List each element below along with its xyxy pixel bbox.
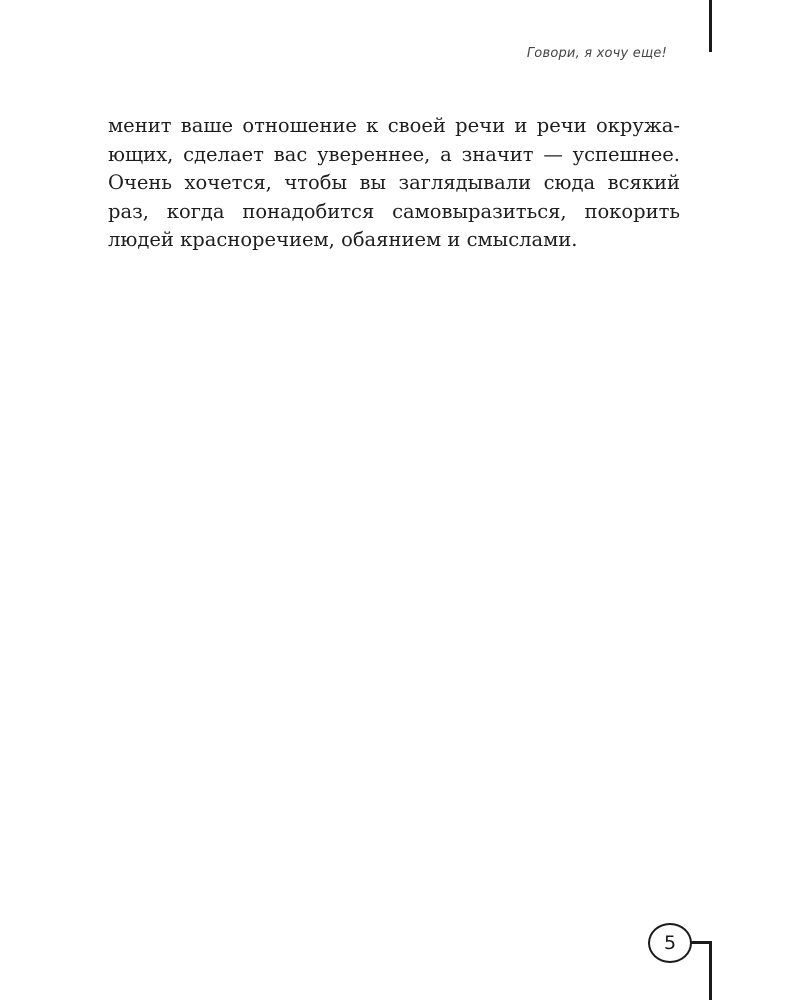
text-line: раз, когда понадобится самовыразиться, покорить: [108, 199, 680, 223]
body-paragraph: [108, 112, 680, 255]
running-head: Говори, я хочу еще!: [526, 46, 667, 61]
top-margin-rule: [709, 0, 712, 52]
text-line: людей красноречием, обаянием и смыслами.: [108, 228, 578, 251]
text-line: Очень хочется, чтобы вы заглядывали сюда всякий: [108, 171, 680, 194]
bottom-margin-rule: [709, 941, 712, 1000]
text-line: ющих, сделает вас увереннее, а значит — успешнее.: [108, 142, 680, 166]
page-number: 5: [648, 923, 692, 963]
text-line: менит ваше отношение к своей речи и речи окружа-: [108, 114, 680, 137]
